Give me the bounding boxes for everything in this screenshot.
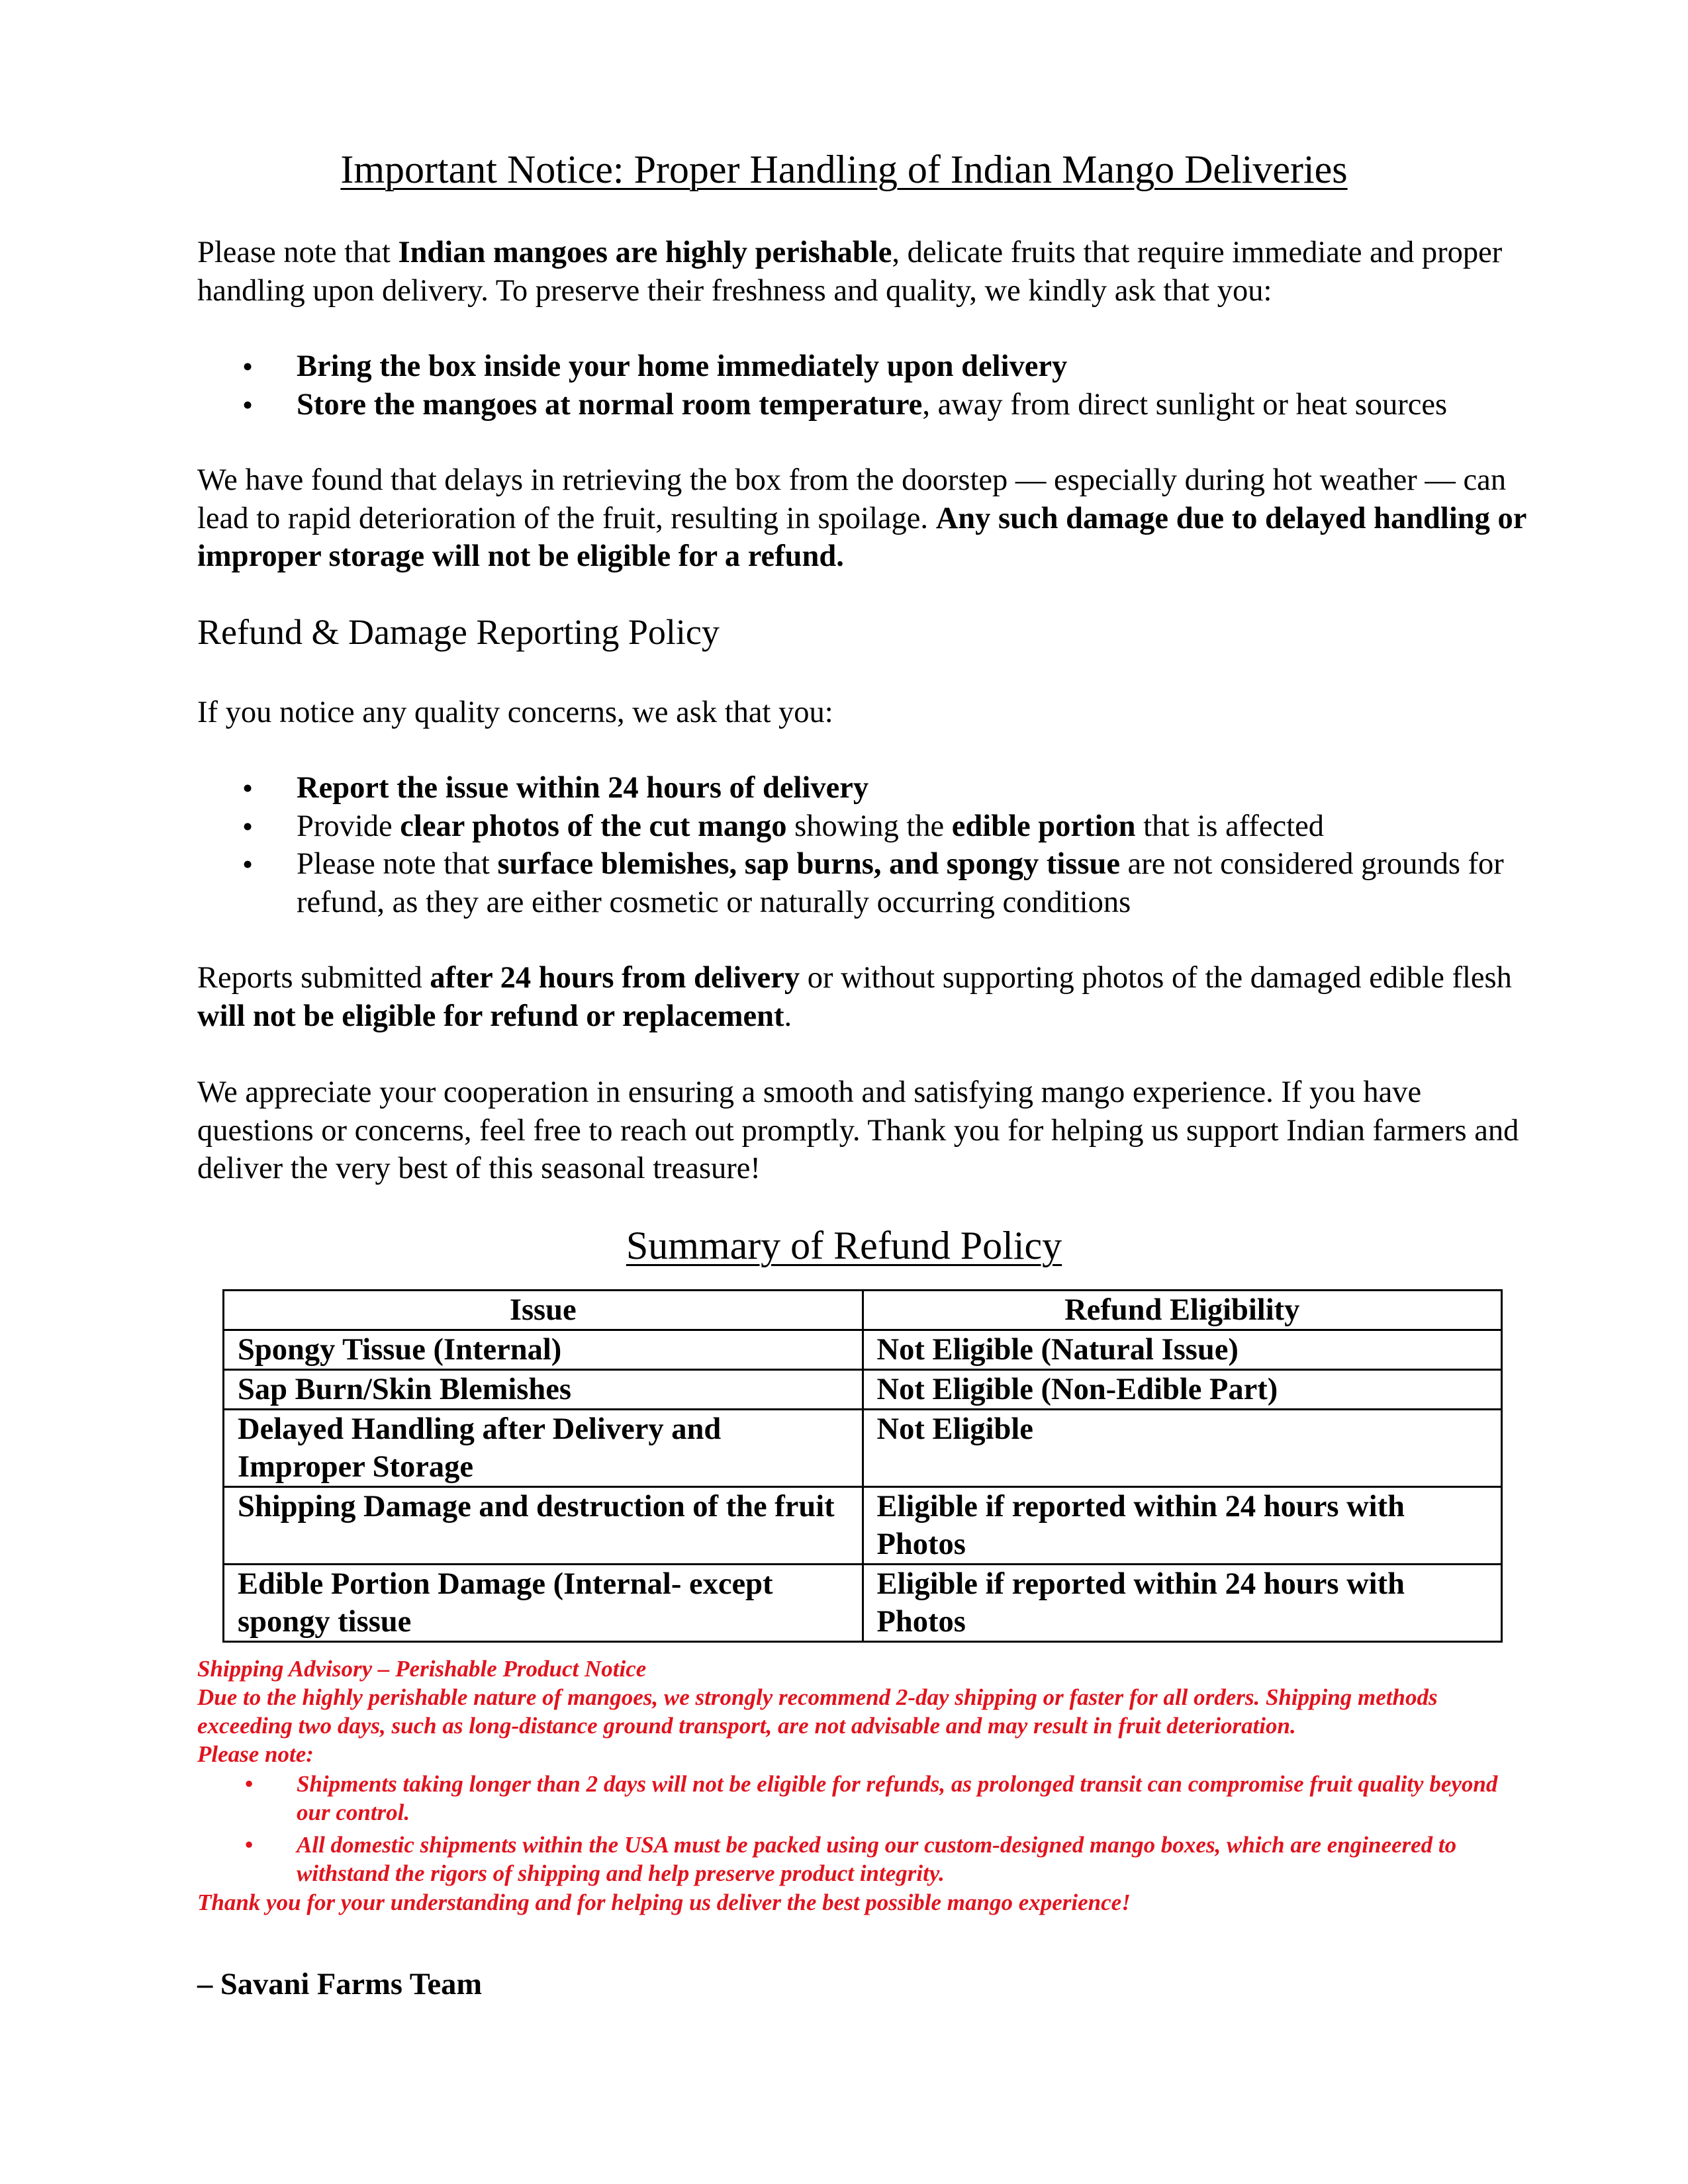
table-row: [224, 1487, 1502, 1565]
table-cell-issue: Sap Burn/Skin Blemishes: [224, 1370, 863, 1410]
summary-title: Summary of Refund Policy: [626, 1224, 1062, 1267]
handling-list: [197, 347, 1554, 424]
concerns-item-text: are not considered grounds for refund, as they are either cosmetic or naturally occurring conditions: [297, 847, 1504, 919]
table-row: [224, 1410, 1502, 1487]
table-row: [224, 1370, 1502, 1410]
reports-bold: after 24 hours from delivery: [430, 961, 800, 995]
table-cell-eligibility: Not Eligible: [863, 1410, 1502, 1487]
handling-item: [197, 347, 1554, 386]
concerns-item-text: Please note that: [297, 847, 498, 881]
concerns-item: [197, 769, 1554, 807]
reports-text: .: [784, 999, 792, 1033]
table-cell-issue: Spongy Tissue (Internal): [224, 1330, 863, 1370]
delay-bold: Any such damage due to delayed handling or improper storage will not be eligible for a refund.: [197, 501, 1526, 573]
intro-paragraph: [197, 234, 1534, 310]
concerns-item-bold: surface blemishes, sap burns, and spongy tissue: [497, 847, 1121, 881]
concerns-item: [197, 807, 1554, 846]
concerns-item-text: that is affected: [1135, 809, 1325, 843]
table-cell-issue: Delayed Handling after Delivery and Improper Storage: [224, 1410, 863, 1487]
concerns-item-bold: Report the issue within 24 hours of delivery: [297, 771, 869, 805]
table-header-row: [224, 1291, 1502, 1330]
handling-item-bold: Store the mangoes at normal room temperature: [297, 387, 923, 422]
appreciation-paragraph: We appreciate your cooperation in ensuring a smooth and satisfying mango experience. If you have questions or concerns, feel free to reach out promptly. Thank you for helping us support Indian farmers and deliver the very best of this seasonal treasure!: [197, 1075, 1519, 1185]
page-title: Important Notice: Proper Handling of Indian Mango Deliveries: [340, 148, 1348, 191]
policy-heading: Refund & Damage Reporting Policy: [197, 612, 720, 652]
intro-text-1: Please note that: [197, 236, 399, 269]
table-cell-issue: Edible Portion Damage (Internal- except spongy tissue: [224, 1565, 863, 1642]
concerns-item-bold: edible portion: [951, 809, 1136, 843]
refund-summary-table: [222, 1289, 1503, 1643]
advisory-note-label: Please note:: [197, 1741, 314, 1767]
table-row: [224, 1565, 1502, 1642]
handling-item-rest: , away from direct sunlight or heat sources: [922, 387, 1448, 422]
delay-paragraph: [197, 461, 1534, 576]
advisory-title: Shipping Advisory – Perishable Product Notice: [197, 1656, 647, 1682]
concerns-item: [197, 845, 1554, 921]
table-header-issue: Issue: [224, 1291, 863, 1330]
intro-bold-1: Indian mangoes are highly perishable: [398, 236, 892, 269]
concerns-item-bold: clear photos of the cut mango: [400, 809, 787, 843]
advisory-thanks: Thank you for your understanding and for helping us deliver the best possible mango experience!: [197, 1889, 1131, 1915]
concerns-list: [197, 769, 1554, 921]
reports-bold: will not be eligible for refund or replacement: [197, 999, 784, 1033]
advisory-item: • Shipments taking longer than 2 days will not be eligible for refunds, as prolonged transit can compromise fruit quality beyond our control.: [197, 1770, 1534, 1827]
intro-text-2: , delicate fruits that require immediate and proper handling upon delivery. To preserve their freshness and quality, we kindly ask that you:: [197, 236, 1503, 308]
concerns-item-text: showing the: [786, 809, 952, 843]
signature: – Savani Farms Team: [197, 1968, 483, 2001]
advisory-body: Due to the highly perishable nature of mangoes, we strongly recommend 2-day shipping or faster for all orders. Shipping methods exceeding two days, such as long-distance ground transport, are not advisable and may result in fruit deterioration.: [197, 1684, 1438, 1739]
handling-item: [197, 386, 1554, 424]
table-cell-eligibility: Not Eligible (Natural Issue): [863, 1330, 1502, 1370]
delay-text: We have found that delays in retrieving the box from the doorstep — especially during hot weather — can lead to rapid deterioration of the fruit, resulting in spoilage.: [197, 463, 1507, 535]
table-cell-issue: Shipping Damage and destruction of the fruit: [224, 1487, 863, 1565]
table-cell-eligibility: Not Eligible (Non-Edible Part): [863, 1370, 1502, 1410]
table-row: [224, 1330, 1502, 1370]
concerns-intro: If you notice any quality concerns, we ask that you:: [197, 696, 833, 729]
table-cell-eligibility: Eligible if reported within 24 hours with Photos: [863, 1565, 1502, 1642]
reports-text: Reports submitted: [197, 961, 430, 995]
table-cell-eligibility: Eligible if reported within 24 hours with Photos: [863, 1487, 1502, 1565]
advisory-item: • All domestic shipments within the USA must be packed using our custom-designed mango boxes, which are engineered to withstand the rigors of shipping and help preserve product integrity.: [197, 1831, 1534, 1888]
handling-item-bold: Bring the box inside your home immediately upon delivery: [297, 349, 1068, 383]
table-header-eligibility: Refund Eligibility: [863, 1291, 1502, 1330]
advisory-list: [197, 1770, 1534, 1891]
reports-paragraph: [197, 959, 1534, 1035]
concerns-item-text: Provide: [297, 809, 400, 843]
reports-text: or without supporting photos of the damaged edible flesh: [800, 961, 1512, 995]
